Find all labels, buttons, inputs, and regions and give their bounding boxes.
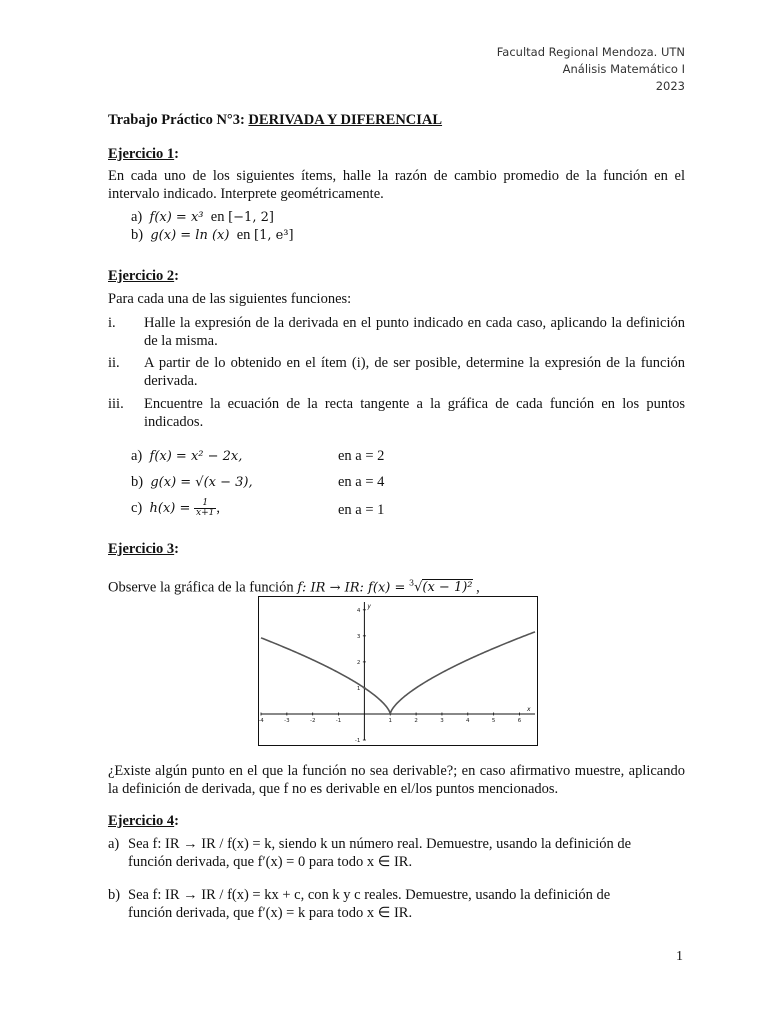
header-year: 2023 [655, 79, 685, 93]
ex2-point-c: en a = 1 [338, 502, 385, 518]
fraction: $\frac{1}{x+1}$ [196, 498, 215, 519]
x-tick-label: -1 [335, 717, 342, 724]
ex2-step-i: i. Halle la expresión de la derivada en el punto indicado en cada caso, aplicando la definición de la misma. [108, 315, 685, 349]
ex3-heading: Ejercicio 3: [108, 541, 180, 557]
x-tick-label: 2 [414, 717, 418, 724]
cube-root: $^3$√(x − 1)² [409, 579, 473, 596]
title-topic: DERIVADA Y DIFERENCIAL [248, 112, 443, 128]
ex4-item-a: a) Sea f: IR → IR / f(x) = k, siendo k un número real. Demuestre, usando la definición de función derivada, que f′(x) = 0 para todo x ∈ IR. [108, 836, 632, 870]
ex2-point-b: en a = 4 [338, 474, 385, 490]
document-title: Trabajo Práctico N°3: DERIVADA Y DIFERENCIAL [108, 112, 443, 128]
ex3-text: Observe la gráfica de la función f: IR → IR: f(x) = $^3$√(x − 1)² , [108, 579, 480, 596]
y-tick-label: 2 [356, 659, 361, 666]
graph-frame [259, 597, 538, 746]
y-tick-label: 4 [356, 607, 361, 614]
function-graph [258, 596, 538, 746]
x-tick-label: 6 [517, 717, 522, 724]
x-tick-label: -3 [284, 717, 290, 724]
ex1-item-b: b) g(x) = ln (x) en [1, e³] [131, 227, 294, 243]
y-tick-label: 3 [356, 633, 361, 640]
ex4-item-b: b) Sea f: IR → IR / f(x) = kx + c, con k y c reales. Demuestre, usando la definición de función derivada, que f′(x) = k para todo x ∈ IR. [108, 887, 611, 921]
ex2-step-ii: ii. A partir de lo obtenido en el ítem (i), de ser posible, determine la expresión de la función derivada. [108, 355, 685, 389]
x-tick-label: 3 [440, 717, 444, 724]
x-tick-label: -2 [309, 717, 316, 724]
y-tick-label: 1 [356, 685, 361, 692]
y-tick-label: -1 [354, 738, 361, 744]
ex2-point-a: en a = 2 [338, 448, 385, 464]
x-axis-label: x [527, 705, 531, 713]
ex2-intro: Para cada una de las siguientes funciones: [108, 291, 352, 307]
x-tick-label: 5 [491, 717, 496, 724]
ex4-heading: Ejercicio 4: [108, 813, 180, 829]
header-course: Análisis Matemático I [562, 62, 685, 76]
page-header [497, 44, 685, 95]
x-tick-label: 1 [388, 717, 392, 724]
ex3-question: ¿Existe algún punto en el que la función no sea derivable?; en caso afirmativo muestre, aplicando la definición de derivada, que f no es derivable en el/los puntos mencionados. [108, 763, 685, 797]
x-tick-label: -4 [258, 717, 264, 724]
ex2-item-c: c) h(x) = $\frac{1}{x+1}$ , [131, 498, 220, 519]
y-axis-label: y [367, 603, 371, 610]
x-tick-label: 4 [466, 717, 470, 724]
page-number: 1 [676, 949, 683, 964]
ex1-text: En cada uno de los siguientes ítems, halle la razón de cambio promedio de la función en el intervalo indicado. Interprete geométricamente. [108, 168, 685, 202]
ex1-heading: Ejercicio 1: [108, 146, 180, 162]
ex2-heading: Ejercicio 2: [108, 268, 180, 284]
ex2-item-a: a) f(x) = x² − 2x, [131, 448, 243, 464]
ex2-item-b: b) g(x) = √(x − 3), [131, 474, 253, 490]
ex2-step-iii: iii. Encuentre la ecuación de la recta tangente a la gráfica de cada función en los puntos indicados. [108, 396, 685, 430]
header-institution: Facultad Regional Mendoza. UTN [496, 45, 685, 59]
ex1-item-a: a) f(x) = x³ en [−1, 2] [131, 209, 274, 225]
